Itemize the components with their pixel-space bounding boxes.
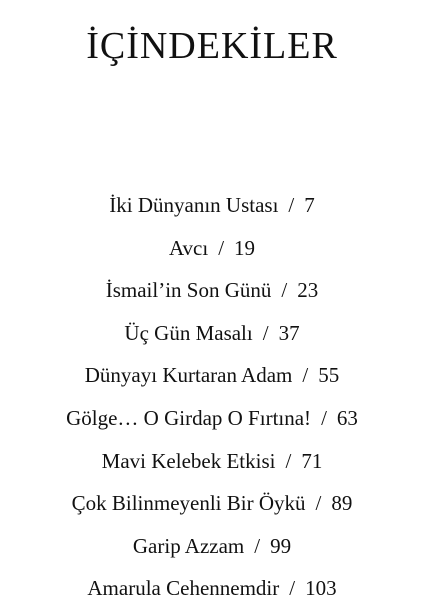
toc-entry <box>0 312 424 355</box>
toc-entry <box>0 227 424 270</box>
toc-entry-page: 63 <box>336 405 358 430</box>
toc-entry-page: 7 <box>304 193 315 217</box>
toc-entry-page: 71 <box>301 448 323 473</box>
toc-entry <box>0 567 424 610</box>
toc-entry <box>0 440 424 483</box>
toc-separator: / <box>302 363 309 388</box>
toc-entry-title: Amarula Cehennemdir <box>87 576 280 601</box>
table-of-contents <box>0 184 424 610</box>
toc-entry <box>0 354 424 397</box>
toc-entry <box>0 269 424 312</box>
toc-separator: / <box>315 491 322 516</box>
toc-separator: / <box>218 235 225 260</box>
toc-entry-page: 37 <box>278 320 300 345</box>
toc-entry-page: 55 <box>318 363 340 388</box>
toc-separator: / <box>289 576 296 601</box>
toc-entry-page: 19 <box>234 235 256 260</box>
toc-entry-title: Avcı <box>168 235 209 260</box>
toc-separator: / <box>285 448 292 473</box>
toc-separator: / <box>321 405 327 430</box>
toc-entry-page: 23 <box>297 278 319 303</box>
toc-separator: / <box>262 320 269 345</box>
toc-entry-title: Üç Gün Masalı <box>124 320 253 345</box>
toc-entry-title: İki Dünyanın Ustası <box>109 193 279 217</box>
toc-separator: / <box>288 193 295 217</box>
toc-entry-page: 99 <box>270 533 292 558</box>
toc-entry-title: Mavi Kelebek Etkisi <box>101 448 276 473</box>
page-title: İÇİNDEKİLER <box>86 25 338 68</box>
toc-entry-title: Çok Bilinmeyenli Bir Öykü <box>71 491 306 516</box>
toc-entry-page: 103 <box>305 576 337 601</box>
toc-separator: / <box>281 278 288 303</box>
toc-entry-title: Garip Azzam <box>132 533 245 558</box>
toc-separator: / <box>254 533 261 558</box>
toc-entry <box>0 397 424 440</box>
toc-entry-title: İsmail’in Son Günü <box>105 278 272 303</box>
toc-entry-title: Dünyayı Kurtaran Adam <box>84 363 293 388</box>
toc-entry <box>0 525 424 568</box>
toc-entry-page: 89 <box>331 491 353 516</box>
toc-entry-title: Gölge… O Girdap O Fırtına! <box>66 405 312 430</box>
toc-entry <box>0 482 424 525</box>
toc-entry <box>0 184 424 227</box>
